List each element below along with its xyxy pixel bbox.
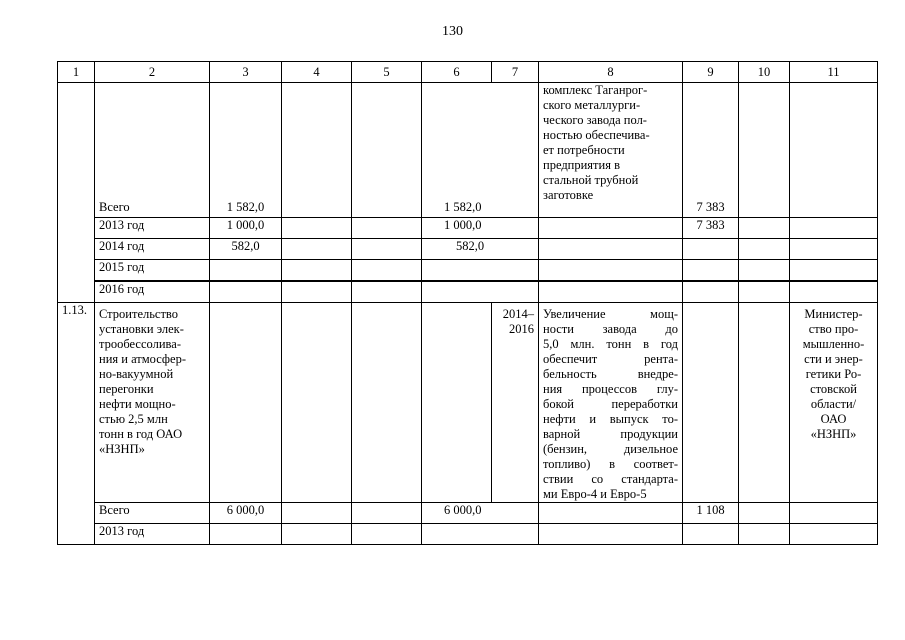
table-row: 2013 год — [58, 524, 878, 545]
value-cell — [739, 83, 790, 218]
label-cell: Всего — [95, 83, 210, 218]
table-row — [58, 303, 878, 503]
row-number-cell — [58, 83, 95, 303]
value-cell — [282, 83, 352, 218]
table-row: 2016 год — [58, 281, 878, 303]
column-header: 3 — [210, 62, 282, 83]
page-number: 130 — [442, 24, 463, 39]
table-row: Всего 6 000,0 6 000,0 1 108 — [58, 503, 878, 524]
period-cell: 2014– 2016 — [492, 303, 539, 503]
column-header: 8 — [539, 62, 683, 83]
effect-description-cell: Увеличение мощ- ности завода до 5,0 млн. тонн в год обеспечит рента- бельность внедре- ния процессов глу- бокой переработки нефти и выпуск то- варной продукции (бензин, дизельное топливо) в соответ- ствии со стандарта- ми Евро-4 и Евро-5 — [539, 303, 683, 503]
column-header: 11 — [790, 62, 878, 83]
value-cell — [352, 83, 422, 218]
column-header: 2 — [95, 62, 210, 83]
value-cell: 1 582,0 — [210, 83, 282, 218]
project-name-cell: Строительство установки элек- трообессолива- ния и атмосфер- но-вакуумной перегонки нефти мощно- стью 2,5 млн тонн в год ОАО «НЗНП» — [95, 303, 210, 503]
column-header: 6 — [422, 62, 492, 83]
column-header: 7 — [492, 62, 539, 83]
program-table — [57, 61, 878, 545]
column-header: 4 — [282, 62, 352, 83]
column-header: 9 — [683, 62, 739, 83]
responsible-cell: Министер- ство про- мышленно- сти и энер- гетики Ро- стовской области/ ОАО «НЗНП» — [790, 303, 878, 503]
column-header: 10 — [739, 62, 790, 83]
value-cell: 1 582,0 — [422, 83, 539, 218]
table-row: 2015 год — [58, 260, 878, 282]
table-row — [58, 83, 878, 218]
value-cell: 7 383 — [683, 83, 739, 218]
column-header: 1 — [58, 62, 95, 83]
table-row: 2013 год 1 000,0 1 000,0 7 383 — [58, 218, 878, 239]
column-header: 5 — [352, 62, 422, 83]
row-number-cell: 1.13. — [58, 303, 95, 545]
table-row: 2014 год 582,0 582,0 — [58, 239, 878, 260]
description-cell: комплекс Таганрог- ского металлурги- ческого завода пол- ностью обеспечива- ет потребности предприятия в стальной трубной заготовке — [539, 83, 683, 218]
value-cell — [790, 83, 878, 218]
column-header-row — [58, 62, 878, 83]
